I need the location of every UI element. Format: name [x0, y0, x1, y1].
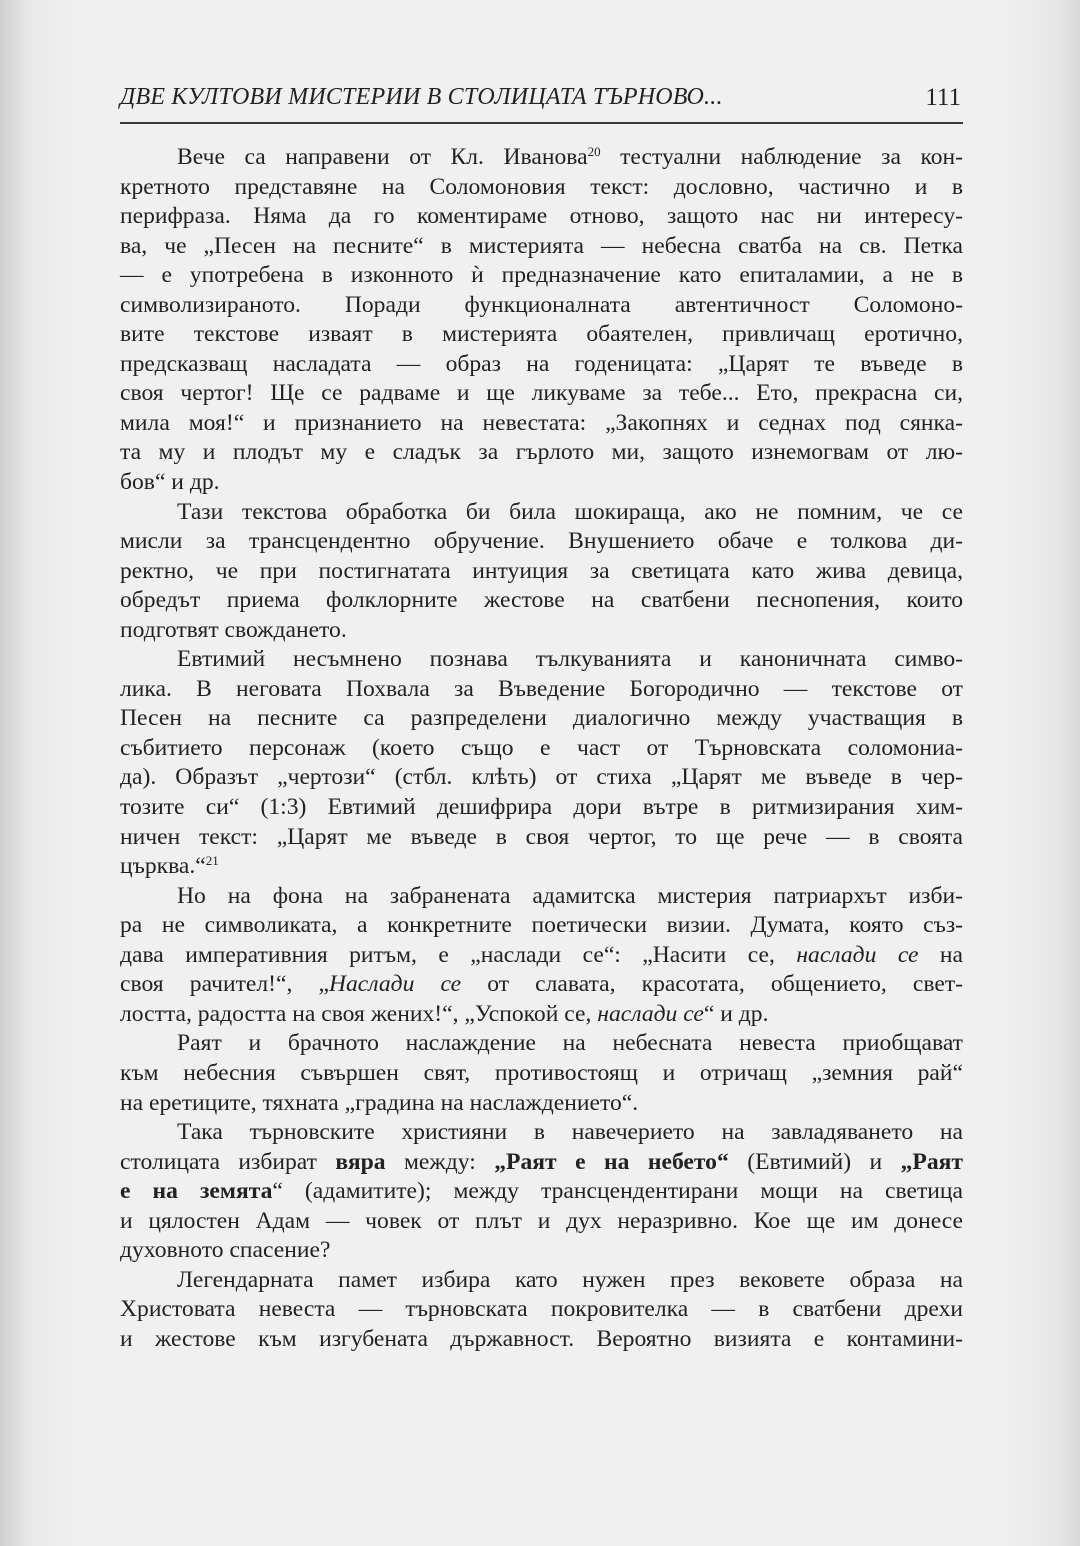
paragraph-1 — [120, 143, 963, 498]
text-line: Христовата невеста — търновската покровителка — в сватбени дрехи — [120, 1296, 963, 1323]
paragraph-3 — [120, 645, 963, 881]
text-line: та му и плодът му е сладък за гърлото ми, защото изнемогвам от лю- — [120, 439, 963, 466]
text-line: ра не символиката, а конкретните поетически визии. Думата, която съз- — [120, 912, 963, 939]
footnote-ref-21: 21 — [205, 853, 219, 869]
italic-phrase: наслади се — [597, 1000, 704, 1027]
text-line: лика. В неговата Похвала за Въведение Богородично — текстове от — [120, 675, 963, 702]
text-line: бов“ и др. — [120, 469, 220, 496]
text-line: и жестове към изгубената държавност. Вероятно визията е контамини- — [120, 1325, 963, 1352]
text-line: Раят и брачното наслаждение на небесната невеста приобщават — [177, 1030, 963, 1057]
text-line: към небесния съвършен свят, противостоящ и отричащ „земния рай“ — [120, 1059, 963, 1086]
paragraph-7 — [120, 1266, 963, 1355]
text-line: Тази текстова обработка би била шокираща, ако не помним, че се — [177, 498, 963, 525]
text-line: Евтимий несъмнено познава тълкуванията и каноничната симво- — [177, 646, 963, 673]
body-text — [120, 143, 963, 1354]
bold-phrase: „Раят — [900, 1148, 963, 1175]
running-header — [120, 82, 963, 124]
bold-phrase: е на земята — [120, 1178, 273, 1205]
text-line: перифраза. Няма да го коментираме отново, защото нас ни интересу- — [120, 203, 963, 230]
bold-phrase: „Раят е на небето“ — [494, 1148, 729, 1175]
old-bulgarian-word: клѣть — [471, 764, 529, 791]
text-line: Така търновските християни в навечерието на завладяването на — [177, 1119, 963, 1146]
text-line: и цялостен Адам — човек от плът и дух неразривно. Кое ще им донесе — [120, 1207, 963, 1234]
paragraph-2 — [120, 498, 963, 646]
italic-phrase: наслади се — [796, 941, 919, 968]
text-line: мила моя!“ и признанието на невестата: „Закопнях и седнах под сянка- — [120, 409, 963, 436]
paragraph-4 — [120, 882, 963, 1030]
text-line: ва, че „Песен на песните“ в мистерията — небесна сватба на св. Петка — [120, 232, 963, 259]
text-line: събитието персонаж (което също е част от Търновската соломониа- — [120, 734, 963, 761]
text-line: символизираното. Поради функционалната автентичност Соломоно- — [120, 291, 963, 318]
text-line: подготвят свождането. — [120, 616, 347, 643]
running-title: ДВЕ КУЛТОВИ МИСТЕРИИ В СТОЛИЦАТА ТЪРНОВО... — [120, 84, 723, 110]
text-line: столицата избират вяра между: „Раят е на небето“ (Евтимий) и „Раят — [120, 1148, 963, 1175]
text-line: дава императивния ритъм, е „наслади се“: „Насити се, наслади се на — [120, 941, 964, 968]
text-line: своя рачител!“, „Наслади се от славата, красотата, общението, свет- — [120, 971, 963, 998]
text-line: тозите си“ (1:3) Евтимий дешифрира дори вътре в ритмизирания хим- — [120, 794, 963, 821]
paragraph-6 — [120, 1118, 963, 1266]
text-line: лостта, радостта на своя жених!“, „Успокой се, наслади се“ и др. — [120, 1000, 769, 1027]
text-line: мисли за трансцендентно обручение. Внушението обаче е толкова ди- — [120, 528, 963, 555]
text-line: своя чертог! Ще се радваме и ще ликуваме за тебе... Ето, прекрасна си, — [120, 380, 963, 407]
italic-phrase: Наслади се — [328, 971, 462, 998]
text-line: ректно, че при постигнатата интуиция за светицата като жива девица, — [120, 557, 963, 584]
text-line: духовното спасение? — [120, 1237, 331, 1264]
page-number: 111 — [925, 84, 961, 111]
text-line: Песен на песните са разпределени диалогично между участващия в — [120, 705, 963, 732]
text-line: ничен текст: „Царят ме въведе в своя чертог, то ще рече — в своята — [120, 823, 963, 850]
text-line: да). Образът „чертози“ (стбл. клѣть) от стиха „Царят ме въведе в чер- — [120, 764, 963, 791]
text-line: обредът приема фолклорните жестове на сватбени песнопения, които — [120, 587, 963, 614]
footnote-ref-20: 20 — [587, 144, 601, 159]
text-line: църква.“$^{21}$ — [120, 853, 219, 880]
text-line: вите текстове изваят в мистерията обаятелен, привличащ еротично, — [120, 321, 963, 348]
text-line: — е употребена в изконното ѝ предназначение като епиталамии, а не в — [120, 262, 963, 289]
text-line: Но на фона на забранената адамитска мистерия патриархът изби- — [177, 882, 963, 909]
bold-phrase: вяра — [335, 1148, 386, 1175]
text-line: кретното представяне на Соломоновия текст: дословно, частично и в — [120, 173, 963, 200]
text-line: Вече са направени от Кл. Иванова$^{20}$ тестуални наблюдение за кон- — [177, 144, 963, 170]
text-line: на еретиците, тяхната „градина на наслаждението“. — [120, 1089, 639, 1116]
text-line: е на земята“ (адамитите); между трансцендентирани мощи на светица — [120, 1178, 964, 1205]
paragraph-5 — [120, 1029, 963, 1118]
text-line: предсказващ насладата — образ на годеницата: „Царят те въведе в — [120, 350, 963, 377]
text-line: Легендарната памет избира като нужен през вековете образа на — [177, 1266, 963, 1293]
